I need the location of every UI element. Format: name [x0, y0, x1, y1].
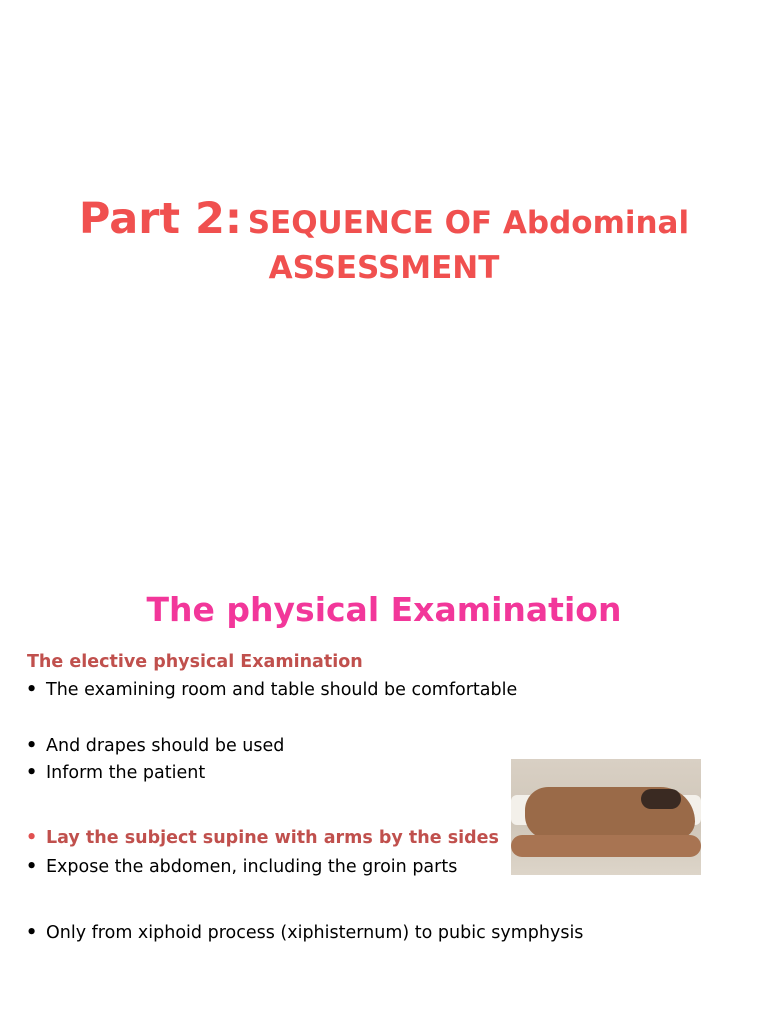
patient-supine-photo [511, 759, 701, 875]
bullet-item: • And drapes should be used [26, 736, 285, 756]
subheading: The elective physical Examination [27, 652, 363, 672]
bullet-item: • The examining room and table should be comfortable [26, 680, 518, 700]
bullet-dot: • [26, 923, 38, 943]
title-assessment: ASSESSMENT [268, 250, 500, 286]
bullet-item: • Only from xiphoid process (xiphisternum) to pubic symphysis [26, 923, 584, 943]
bullet-item-highlight: • Lay the subject supine with arms by the sides [26, 828, 499, 848]
bullet-dot: • [26, 828, 38, 848]
slide-1-title [0, 194, 768, 286]
slide-2 [0, 560, 768, 1024]
bullet-dot: • [26, 680, 38, 700]
bullet-dot: • [26, 857, 38, 877]
bullet-dot: • [26, 736, 38, 756]
slide-2-title: The physical Examination [146, 590, 622, 629]
bullet-item: • Expose the abdomen, including the groin parts [26, 857, 458, 877]
title-sequence: SEQUENCE OF Abdominal [247, 205, 690, 241]
title-part: Part 2: [78, 194, 243, 244]
bullet-dot: • [26, 763, 38, 783]
bullet-item: • Inform the patient [26, 763, 206, 783]
